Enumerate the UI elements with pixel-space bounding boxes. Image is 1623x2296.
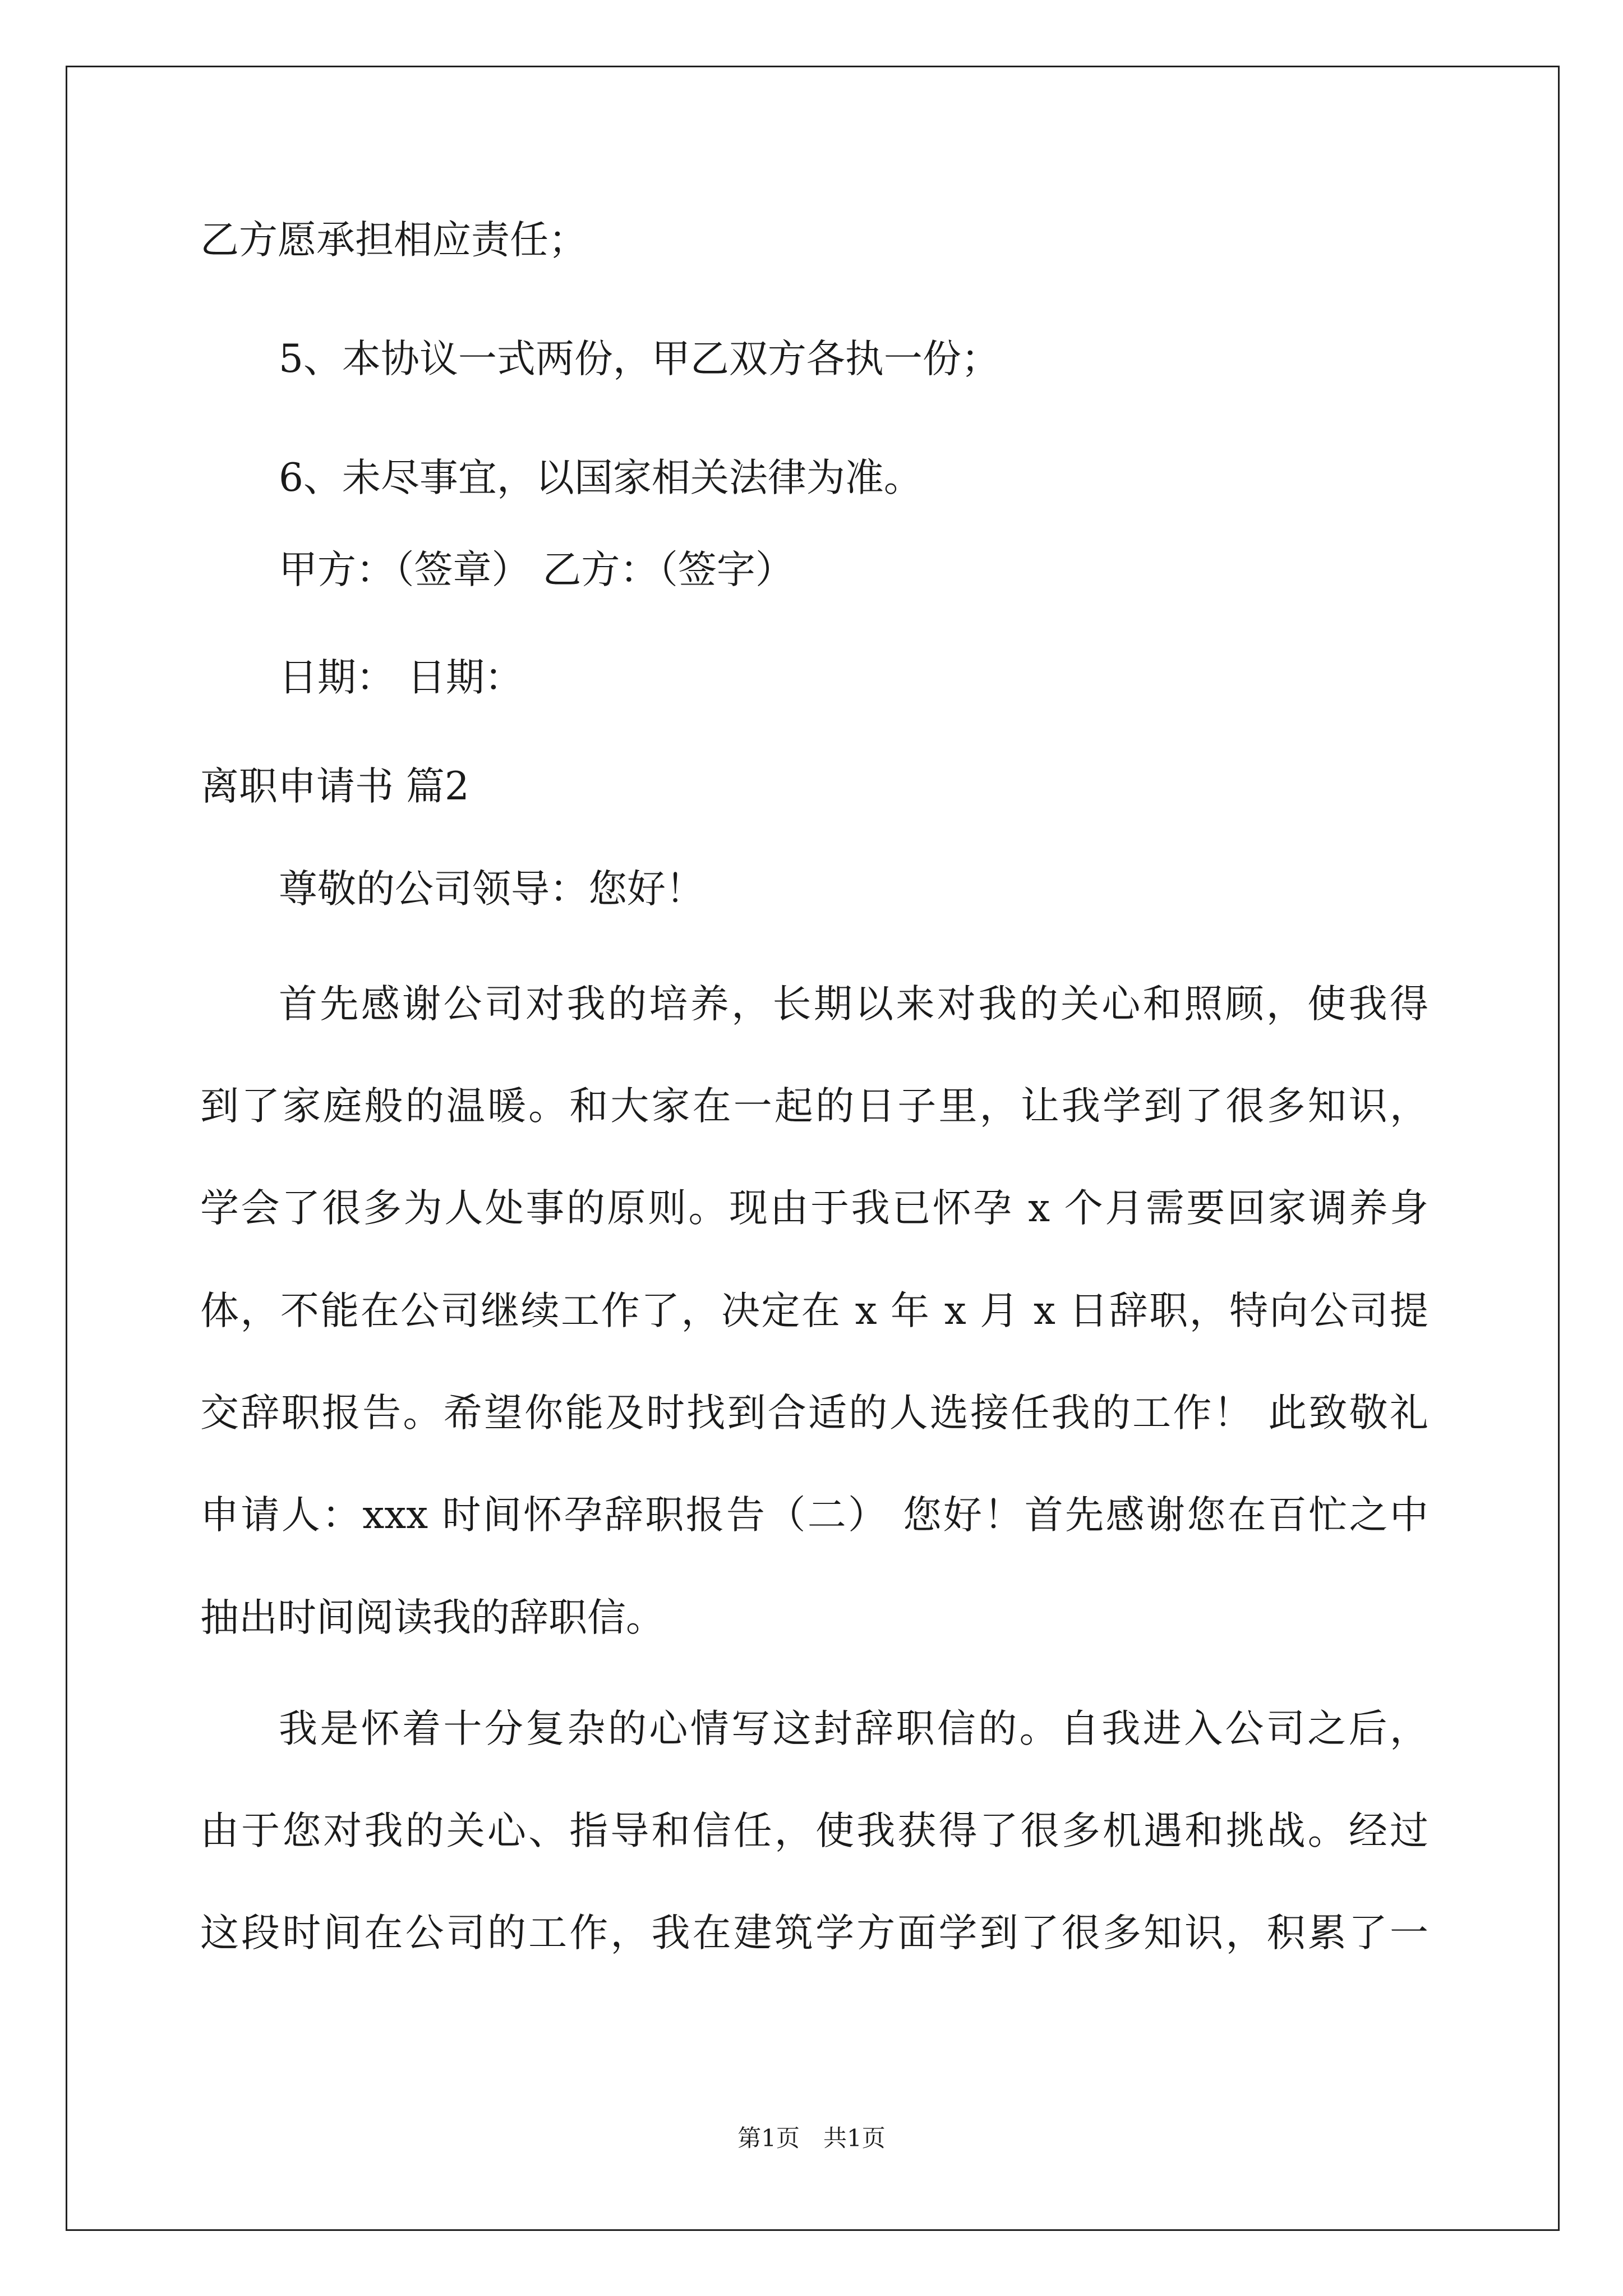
text-line: 首先感谢公司对我的培养，长期以来对我的关心和照顾，使我得 bbox=[279, 982, 1428, 1027]
text-line: 申请人：xxx 时间怀孕辞职报告（二） 您好！首先感谢您在百忙之中 bbox=[200, 1493, 1428, 1538]
salutation: 尊敬的公司领导：您好！ bbox=[279, 867, 704, 912]
text-line: 到了家庭般的温暖。和大家在一起的日子里，让我学到了很多知识， bbox=[200, 1084, 1428, 1129]
signature-line: 甲方：（签章） 乙方：（签字） bbox=[279, 547, 794, 592]
text-line: 乙方愿承担相应责任； bbox=[200, 218, 587, 263]
text-line: 体，不能在公司继续工作了，决定在 x 年 x 月 x 日辞职，特向公司提 bbox=[200, 1289, 1428, 1333]
text-line: 学会了很多为人处事的原则。现由于我已怀孕 x 个月需要回家调养身 bbox=[200, 1186, 1428, 1231]
text-line: 这段时间在公司的工作，我在建筑学方面学到了很多知识，积累了一 bbox=[200, 1911, 1428, 1955]
section-heading: 离职申请书 篇2 bbox=[200, 764, 469, 809]
text-line: 6、未尽事宜，以国家相关法律为准。 bbox=[279, 455, 923, 500]
text-line: 由于您对我的关心、指导和信任，使我获得了很多机遇和挑战。经过 bbox=[200, 1809, 1428, 1853]
date-line: 日期： 日期： bbox=[279, 655, 523, 700]
text-line: 交辞职报告。希望你能及时找到合适的人选接任我的工作！ 此致敬礼 bbox=[200, 1391, 1428, 1435]
page-footer: 第1页 共1页 bbox=[737, 2124, 886, 2152]
text-line: 5、本协议一式两份，甲乙双方各执一份； bbox=[279, 337, 1000, 381]
text-line: 我是怀着十分复杂的心情写这封辞职信的。自我进入公司之后， bbox=[279, 1706, 1428, 1751]
text-line: 抽出时间阅读我的辞职信。 bbox=[200, 1595, 665, 1640]
